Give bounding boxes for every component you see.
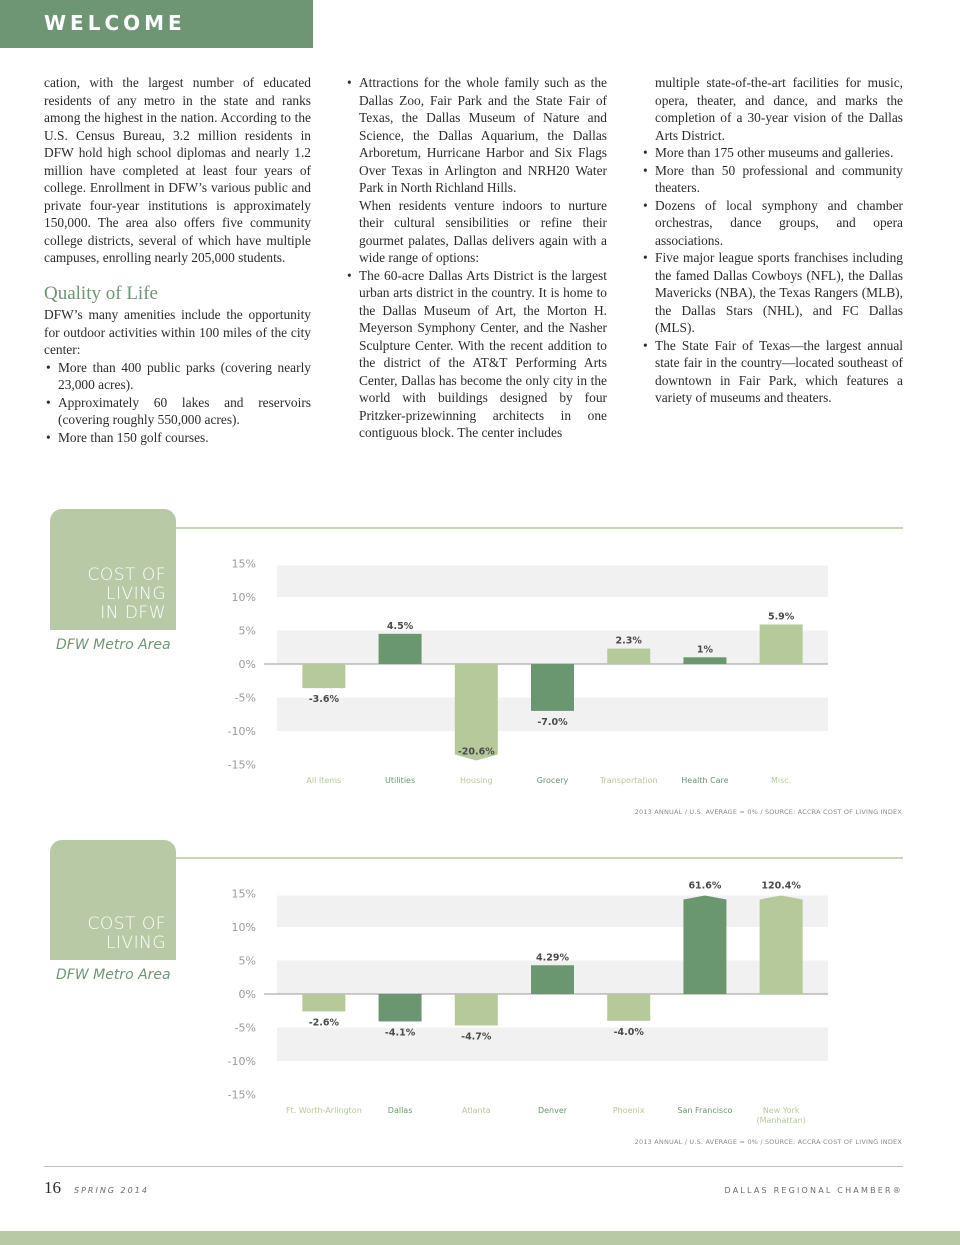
bar bbox=[760, 896, 803, 995]
chart-subtitle: DFW Metro Area bbox=[56, 637, 171, 653]
y-tick-label: -15% bbox=[227, 758, 256, 772]
chart-title-line: COST OF bbox=[87, 565, 166, 585]
data-label: 5.9% bbox=[767, 611, 795, 623]
data-label: 4.29% bbox=[536, 952, 569, 964]
chart-source-note: 2013 ANNUAL / U.S. AVERAGE = 0% / SOURCE: ACCRA COST OF LIVING INDEX bbox=[634, 808, 902, 816]
gridline-band bbox=[277, 994, 828, 1028]
footer-rule bbox=[44, 1166, 903, 1167]
data-label: 61.6% bbox=[688, 880, 722, 892]
bullet-item: • The State Fair of Texas—the largest annual state fair in the country—located southeast of downtown in Fair Park, which features a variety of museums and theaters. bbox=[641, 337, 903, 407]
x-tick-label: Grocery bbox=[536, 776, 569, 785]
gridline-band bbox=[277, 566, 828, 598]
bar bbox=[531, 965, 574, 994]
data-label: -4.0% bbox=[613, 1026, 644, 1038]
data-label: -7.0% bbox=[537, 716, 568, 728]
bullet-item: • More than 150 golf courses. bbox=[44, 429, 311, 447]
x-tick-label: Denver bbox=[537, 1106, 568, 1115]
section-title: WELCOME bbox=[44, 11, 186, 35]
x-tick-label: Utilities bbox=[385, 776, 416, 785]
bottom-bar bbox=[0, 1231, 960, 1245]
bullet-item: • More than 50 professional and community theaters. bbox=[641, 162, 903, 197]
data-label: -4.1% bbox=[384, 1027, 416, 1039]
bullet-item: • Five major league sports franchises including the famed Dallas Cowboys (NFL), the Dallas Mavericks (NBA), the Texas Rangers (MLB), the Dallas Stars (NHL), and FC Dallas (MLS). bbox=[641, 249, 903, 337]
bar bbox=[379, 634, 422, 664]
y-tick-label: -10% bbox=[227, 1055, 256, 1068]
x-tick-label: Misc. bbox=[771, 776, 792, 785]
section-heading: Quality of Life bbox=[44, 282, 158, 304]
data-label: 120.4% bbox=[761, 880, 801, 892]
chart-source-note: 2013 ANNUAL / U.S. AVERAGE = 0% / SOURCE: ACCRA COST OF LIVING INDEX bbox=[634, 1138, 902, 1146]
y-tick-label: 10% bbox=[231, 921, 256, 934]
bullet-item: • More than 175 other museums and galleries. bbox=[641, 144, 903, 162]
y-tick-label: 5% bbox=[238, 624, 256, 638]
bar bbox=[379, 994, 422, 1021]
paragraph: multiple state-of-the-art facilities for music, opera, theater, and dance, and marks the completion of a 30-year vision of the Dallas Arts District. bbox=[655, 75, 903, 143]
x-tick-label: Housing bbox=[460, 776, 493, 785]
gridline-band bbox=[277, 896, 828, 928]
bar bbox=[760, 624, 803, 664]
bar bbox=[683, 657, 726, 664]
page-number: 16 bbox=[44, 1178, 61, 1197]
section-header bbox=[0, 0, 313, 48]
x-tick-label: San Francisco bbox=[677, 1106, 733, 1115]
data-label: -2.6% bbox=[308, 1017, 340, 1029]
bullet-item: • More than 400 public parks (covering nearly 23,000 acres). bbox=[44, 359, 311, 394]
data-label: -3.6% bbox=[308, 694, 340, 706]
x-tick-label: Dallas bbox=[387, 1106, 413, 1115]
text-column-2 bbox=[345, 74, 607, 442]
y-tick-label: -15% bbox=[227, 1088, 256, 1102]
bullet-item: • Dozens of local symphony and chamber orchestras, dance groups, and opera associations. bbox=[641, 197, 903, 250]
y-tick-label: 15% bbox=[231, 557, 256, 571]
bar bbox=[607, 994, 650, 1021]
chart-title-line: LIVING bbox=[105, 933, 166, 953]
gridline-band bbox=[277, 631, 828, 665]
x-tick-label: All Items bbox=[306, 776, 342, 785]
x-tick-label: Phoenix bbox=[612, 1106, 645, 1115]
chart-1-plot bbox=[0, 540, 960, 805]
chart-subtitle: DFW Metro Area bbox=[56, 967, 171, 983]
y-tick-label: -5% bbox=[234, 1021, 256, 1035]
bar bbox=[302, 664, 345, 688]
paragraph: cation, with the largest number of educated residents of any metro in the state and ranks among the highest in the nation. According to the U.S. Census Bureau, 3.2 million residents in DFW hold high school diplomas and nearly 1.2 million have completed at least four years of college. Enrollment in DFW’s various public and private four-year institutions is approximately 150,000. The area also offers five community college districts, several of which have multiple campuses, enrolling nearly 205,000 students. bbox=[44, 75, 311, 265]
chart-title-line: COST OF bbox=[87, 914, 166, 934]
paragraph: When residents venture indoors to nurture their cultural sensibilities or refine their gourmet palates, Dallas delivers again with a wide range of options: bbox=[359, 197, 607, 265]
y-tick-label: 15% bbox=[231, 887, 256, 901]
bar bbox=[531, 664, 574, 711]
chart-2-plot bbox=[0, 870, 960, 1135]
gridline-band bbox=[277, 1061, 828, 1095]
chart-title-line: LIVING bbox=[105, 584, 166, 604]
x-tick-label: Health Care bbox=[681, 776, 729, 785]
x-tick-label: Ft. Worth-Arlington bbox=[285, 1106, 362, 1115]
x-tick-label: Atlanta bbox=[461, 1106, 491, 1115]
data-label: -20.6% bbox=[457, 746, 495, 758]
paragraph: DFW’s many amenities include the opportunity for outdoor activities within 100 miles of the city center: bbox=[44, 307, 311, 357]
y-tick-label: 5% bbox=[238, 954, 256, 968]
bullet-item: • The 60-acre Dallas Arts District is the largest urban arts district in the country. It is home to the Dallas Museum of Art, the Morton H. Meyerson Symphony Center, and the Nasher Sculpture Center. With the recent addition to the district of the AT&T Performing Arts Center, Dallas has become the only city in the world with buildings designed by four Pritzker-prizewinning architects in one contiguous block. The center includes bbox=[345, 267, 607, 442]
bullet-item: • Approximately 60 lakes and reservoirs (covering roughly 550,000 acres). bbox=[44, 394, 311, 429]
text-column-3 bbox=[641, 74, 903, 407]
gridline-band bbox=[277, 1028, 828, 1062]
bar bbox=[455, 994, 498, 1025]
x-tick-label: New York bbox=[762, 1106, 800, 1115]
bar bbox=[302, 994, 345, 1011]
chart-rule bbox=[176, 857, 903, 859]
bar bbox=[683, 896, 726, 995]
y-tick-label: 0% bbox=[238, 658, 256, 671]
publisher-name: DALLAS REGIONAL CHAMBER® bbox=[724, 1186, 903, 1195]
chart-rule bbox=[176, 527, 903, 529]
chart-title-line: IN DFW bbox=[100, 603, 166, 623]
issue-label: SPRING 2014 bbox=[74, 1186, 149, 1195]
data-label: 4.5% bbox=[386, 620, 414, 632]
text-column-1 bbox=[44, 74, 311, 446]
bullet-item: • Attractions for the whole family such as the Dallas Zoo, Fair Park and the State Fair of Texas, the Dallas Museum of Nature and Science, the Dallas Aquarium, the Dallas Arboretum, Hurricane Harbor and Six Flags Over Texas in Arlington and NRH20 Water Park in North Richland Hills. bbox=[345, 74, 607, 197]
gridline-band bbox=[277, 731, 828, 765]
gridline-band bbox=[277, 597, 828, 631]
data-label: 1% bbox=[696, 644, 713, 656]
y-tick-label: -10% bbox=[227, 725, 256, 738]
data-label: 2.3% bbox=[615, 635, 642, 647]
y-tick-label: 0% bbox=[238, 988, 256, 1001]
x-tick-label: Transportation bbox=[599, 776, 658, 785]
x-tick-label: (Manhattan) bbox=[756, 1116, 806, 1125]
data-label: -4.7% bbox=[461, 1031, 492, 1043]
y-tick-label: -5% bbox=[234, 691, 256, 705]
bar bbox=[607, 649, 650, 664]
y-tick-label: 10% bbox=[231, 591, 256, 604]
